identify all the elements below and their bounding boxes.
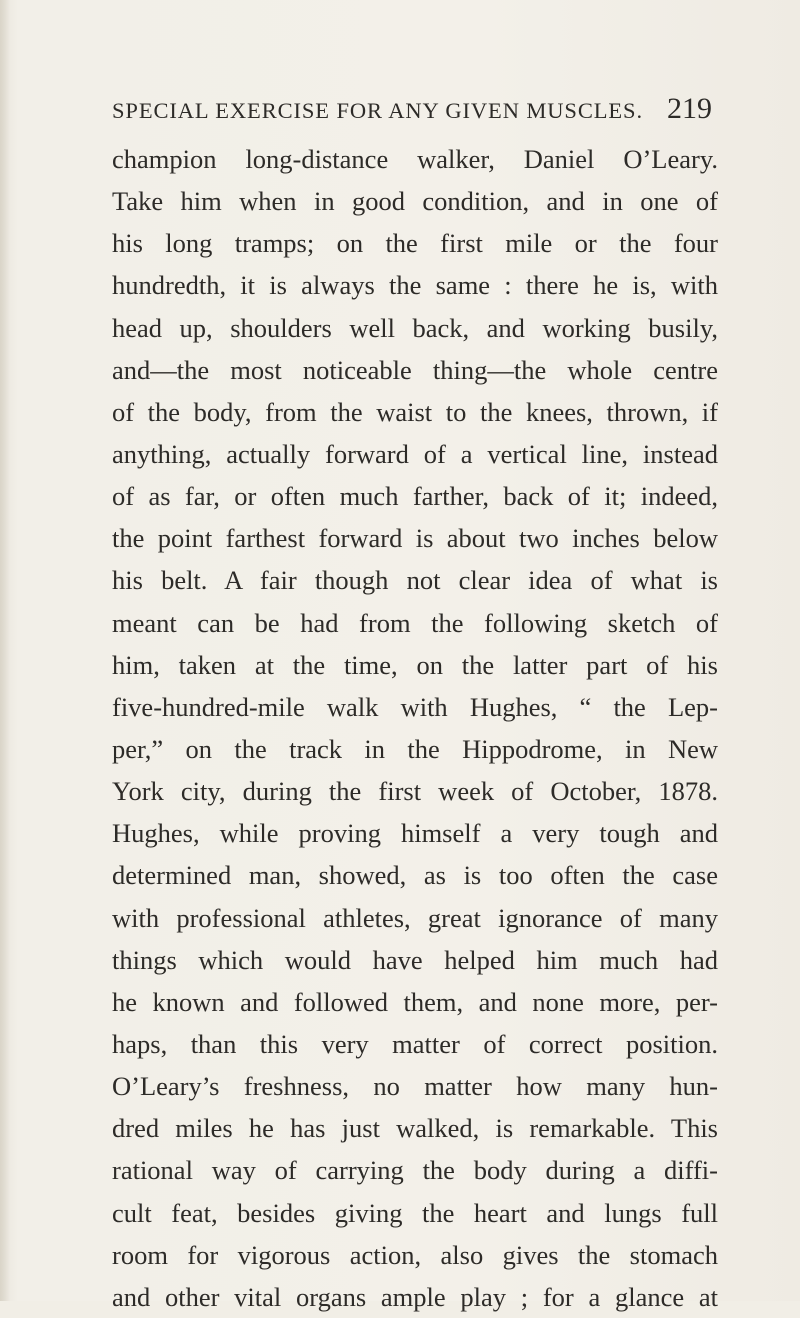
- text-line: and—the most noticeable thing—the whole centre: [112, 354, 718, 385]
- text-line: his long tramps; on the first mile or the four: [112, 228, 718, 259]
- text-line: cult feat, besides giving the heart and lungs full: [112, 1197, 718, 1228]
- text-line: head up, shoulders well back, and working busily,: [112, 312, 718, 343]
- text-line: Hughes, while proving himself a very tough and: [112, 818, 718, 849]
- running-head: SPECIAL EXERCISE FOR ANY GIVEN MUSCLES.: [112, 98, 643, 123]
- text-line: of the body, from the waist to the knees, thrown, if: [112, 396, 718, 427]
- text-line: and other vital organs ample play ; for a glance at: [112, 1281, 718, 1312]
- text-line: haps, than this very matter of correct position.: [112, 1028, 718, 1059]
- text-line: anything, actually forward of a vertical line, instead: [112, 438, 718, 469]
- text-line: he known and followed them, and none more, per-: [112, 986, 718, 1017]
- text-line: five-hundred-mile walk with Hughes, “ the Lep-: [112, 691, 718, 722]
- text-line: his belt. A fair though not clear idea of what is: [112, 565, 718, 596]
- text-line: Take him when in good condition, and in one of: [112, 186, 718, 217]
- body-text: [112, 138, 718, 1318]
- spine-shadow: [0, 0, 10, 1301]
- page-header: [112, 92, 712, 132]
- text-line: dred miles he has just walked, is remarkable. This: [112, 1113, 718, 1144]
- text-line: of as far, or often much farther, back of it; indeed,: [112, 481, 718, 512]
- text-line: per,” on the track in the Hippodrome, in New: [112, 733, 718, 764]
- text-line: determined man, showed, as is too often the case: [112, 860, 718, 891]
- text-line: room for vigorous action, also gives the stomach: [112, 1239, 718, 1270]
- text-line: things which would have helped him much had: [112, 944, 718, 975]
- text-line: rational way of carrying the body during a diffi-: [112, 1155, 718, 1186]
- page-number: 219: [667, 92, 712, 125]
- text-line: him, taken at the time, on the latter part of his: [112, 649, 718, 680]
- text-line: champion long-distance walker, Daniel O’Leary.: [112, 144, 718, 174]
- text-line: O’Leary’s freshness, no matter how many hun-: [112, 1071, 718, 1102]
- text-line: with professional athletes, great ignorance of many: [112, 902, 718, 933]
- text-line: the point farthest forward is about two inches below: [112, 523, 718, 554]
- text-line: meant can be had from the following sketch of: [112, 607, 718, 638]
- text-line: hundredth, it is always the same : there he is, with: [112, 270, 718, 301]
- text-line: York city, during the first week of October, 1878.: [112, 776, 718, 807]
